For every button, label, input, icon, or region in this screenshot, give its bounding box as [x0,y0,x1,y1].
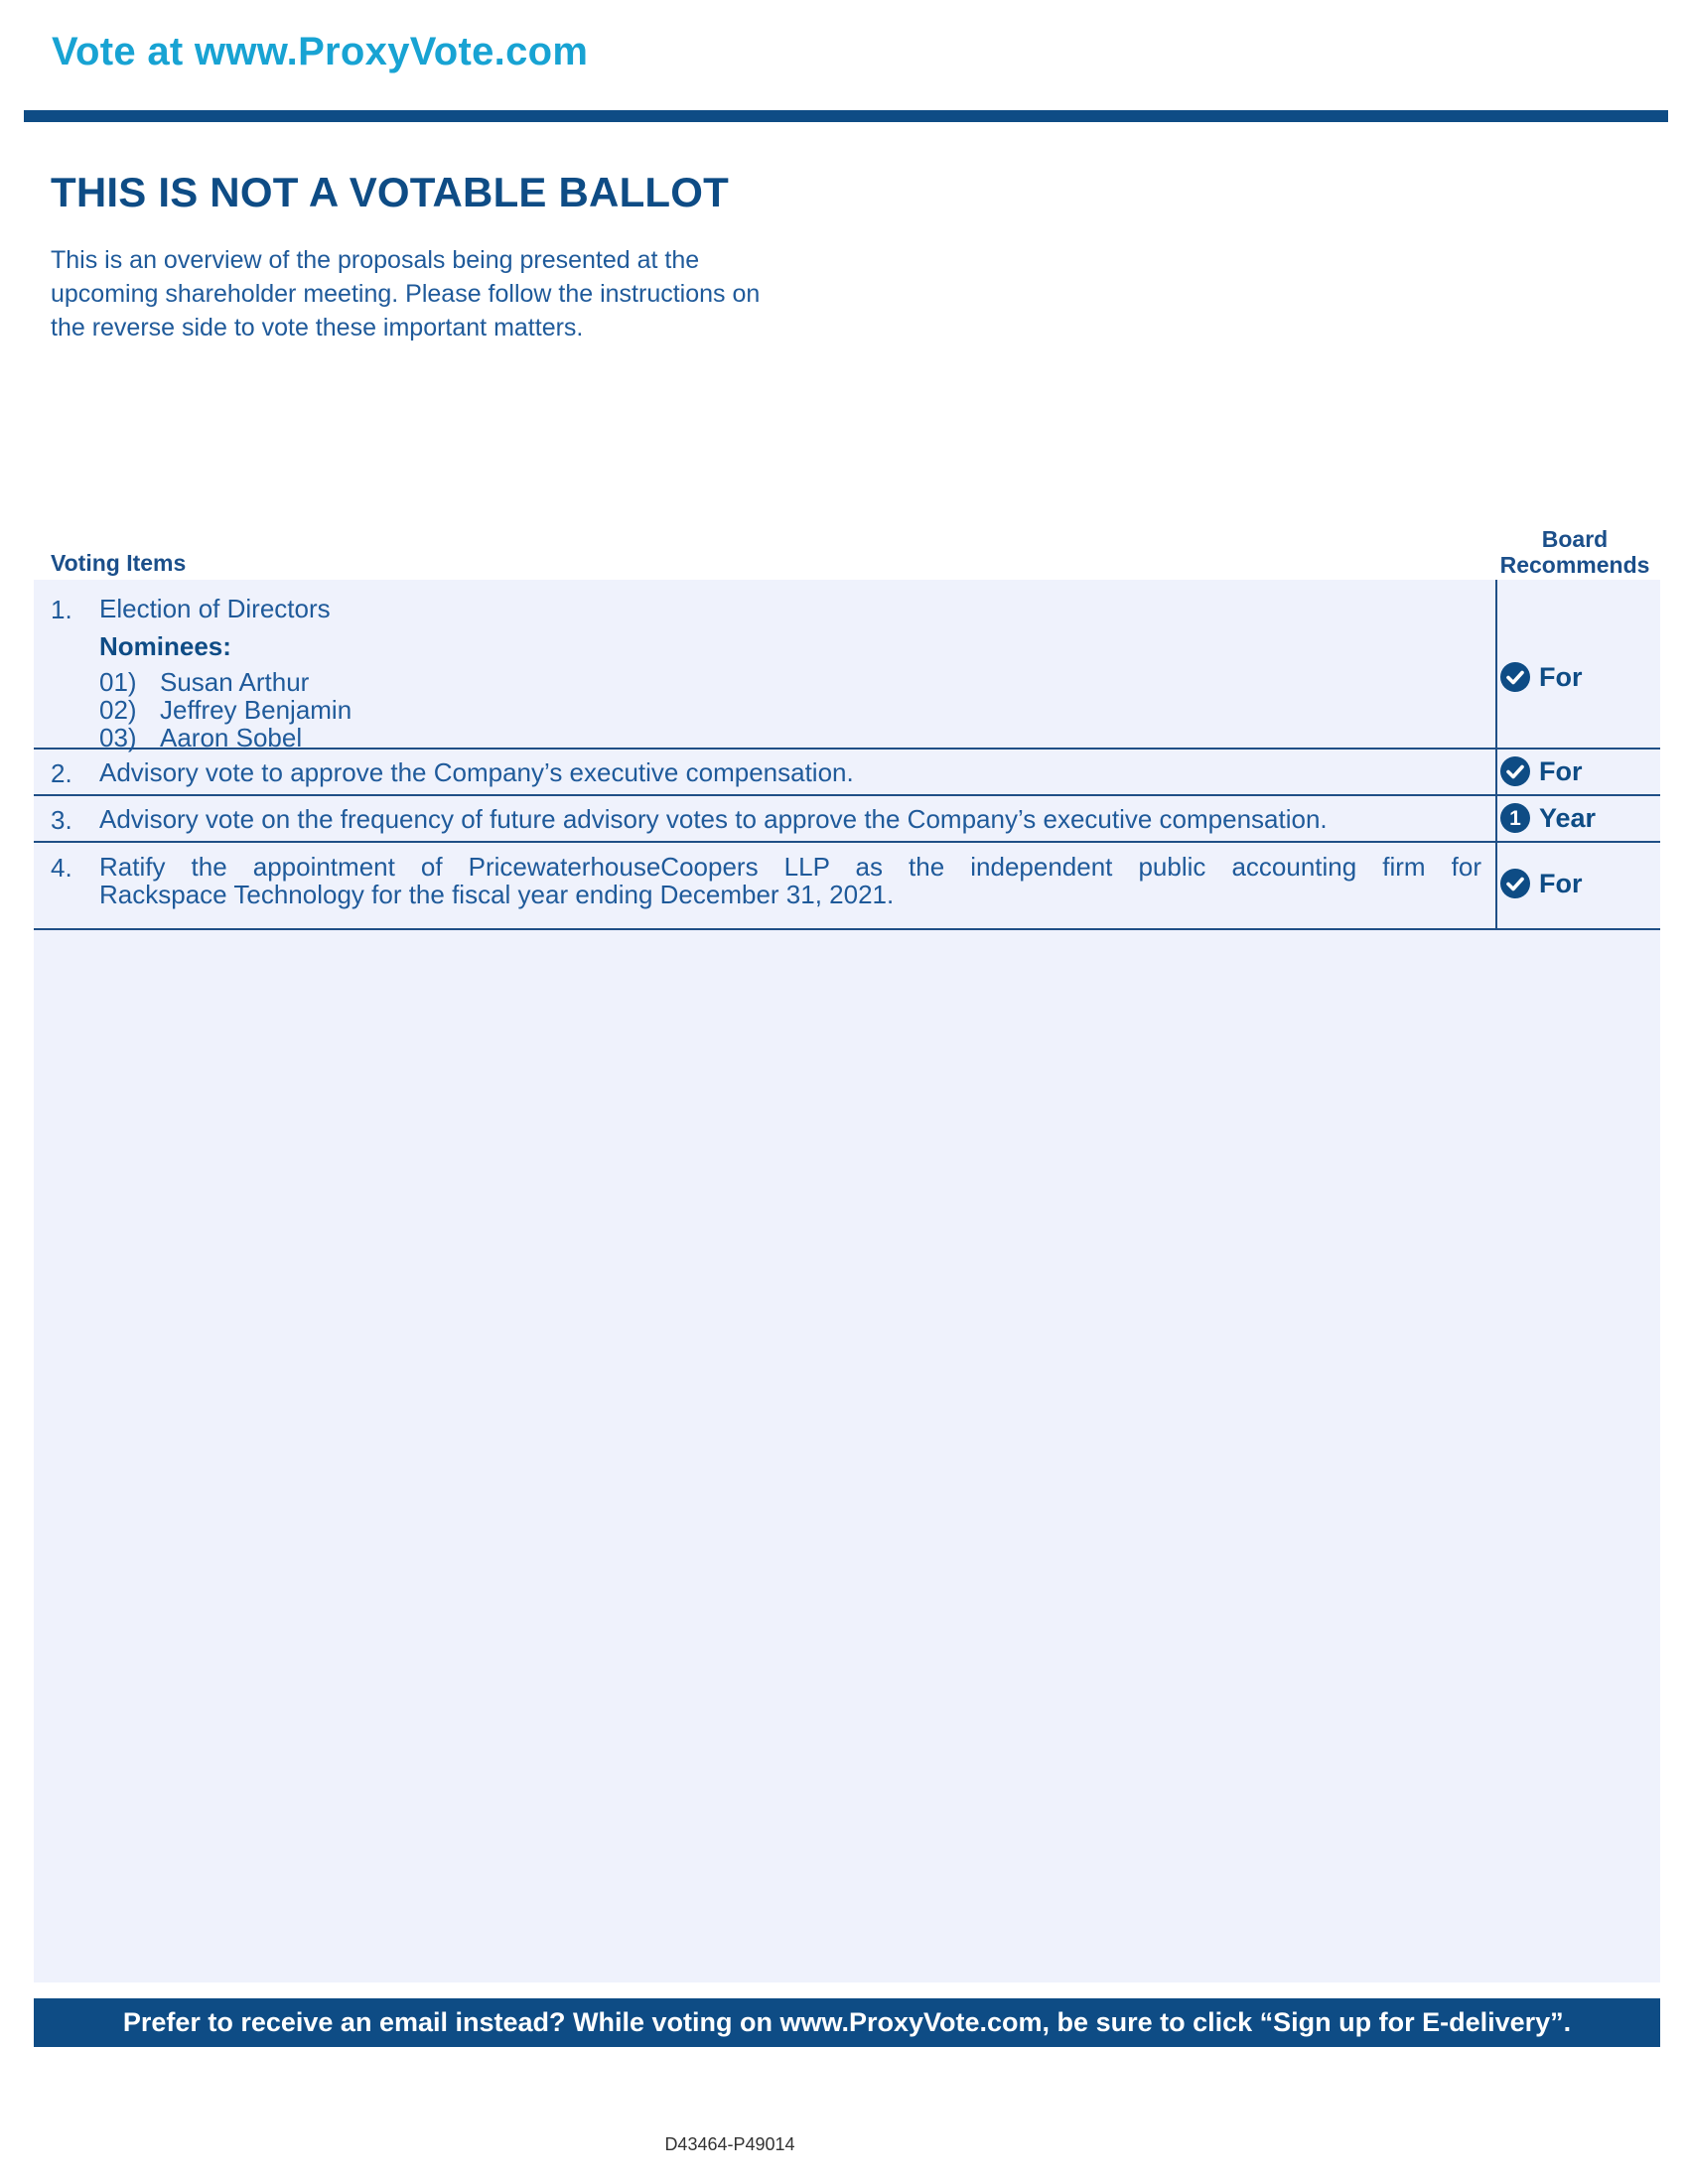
e-delivery-banner [34,1998,1660,2047]
recommendation-for [1499,868,1583,899]
document-code: D43464-P49014 [664,2134,795,2154]
ballot-title: THIS IS NOT A VOTABLE BALLOT [51,169,730,215]
item-number: 2. [51,758,72,788]
recommendation-label: For [1539,868,1583,898]
item-number: 1. [51,595,72,624]
voting-item-row [34,843,1660,930]
item-text-line: Rackspace Technology for the fiscal year ending December 31, 2021. [99,880,895,909]
recommendation-label: Year [1539,802,1597,833]
item-text: Election of Directors [99,594,331,623]
e-delivery-text: Prefer to receive an email instead? While voting on www.ProxyVote.com, be sure to click “Sign up for E-delivery”. [122,2007,1572,2037]
intro-line: upcoming shareholder meeting. Please follow the instructions on [51,280,761,308]
nominee-name: Susan Arthur [160,667,310,697]
intro-paragraph [51,243,865,344]
nominee-code: 02) [99,695,137,725]
recommendation-for [1499,755,1583,787]
voting-items-header: Voting Items [51,550,187,576]
nominees-label: Nominees: [99,631,231,661]
recommendation-year [1499,802,1596,834]
recommendation-label: For [1539,755,1583,786]
nominee-name: Jeffrey Benjamin [160,695,352,725]
intro-line: This is an overview of the proposals being presented at the [51,246,700,274]
recommendation-label: For [1539,661,1583,692]
item-text: Advisory vote to approve the Company’s executive compensation. [99,757,854,787]
item-number: 4. [51,853,72,883]
nominee-item [99,696,352,724]
board-header-line: Recommends [1499,552,1650,578]
icon-digit: 1 [1509,807,1521,830]
intro-line: the reverse side to vote these important matters. [51,314,584,341]
voting-item-row [34,750,1660,796]
board-recommends-header [1495,526,1654,578]
check-circle-icon [1499,868,1531,899]
header-rule [24,110,1668,122]
nominee-item [99,724,302,751]
proxyvote-header-link[interactable]: Vote at www.ProxyVote.com [52,30,589,73]
number-one-circle-icon [1499,802,1531,834]
check-circle-icon [1499,755,1531,787]
recommendation-for [1499,661,1583,693]
item-number: 3. [51,805,72,835]
voting-item-row [34,580,1660,750]
nominee-item [99,668,309,696]
check-circle-icon [1499,661,1531,693]
nominee-code: 03) [99,723,137,752]
nominee-name: Aaron Sobel [160,723,303,752]
voting-item-row [34,796,1660,843]
item-text-line: Ratify the appointment of PricewaterhouseCoopers LLP as the independent public accounting firm for [99,852,1481,882]
board-header-line: Board [1541,526,1609,552]
nominee-code: 01) [99,667,137,697]
item-text: Advisory vote on the frequency of future advisory votes to approve the Company’s executive compensation. [99,804,1328,834]
